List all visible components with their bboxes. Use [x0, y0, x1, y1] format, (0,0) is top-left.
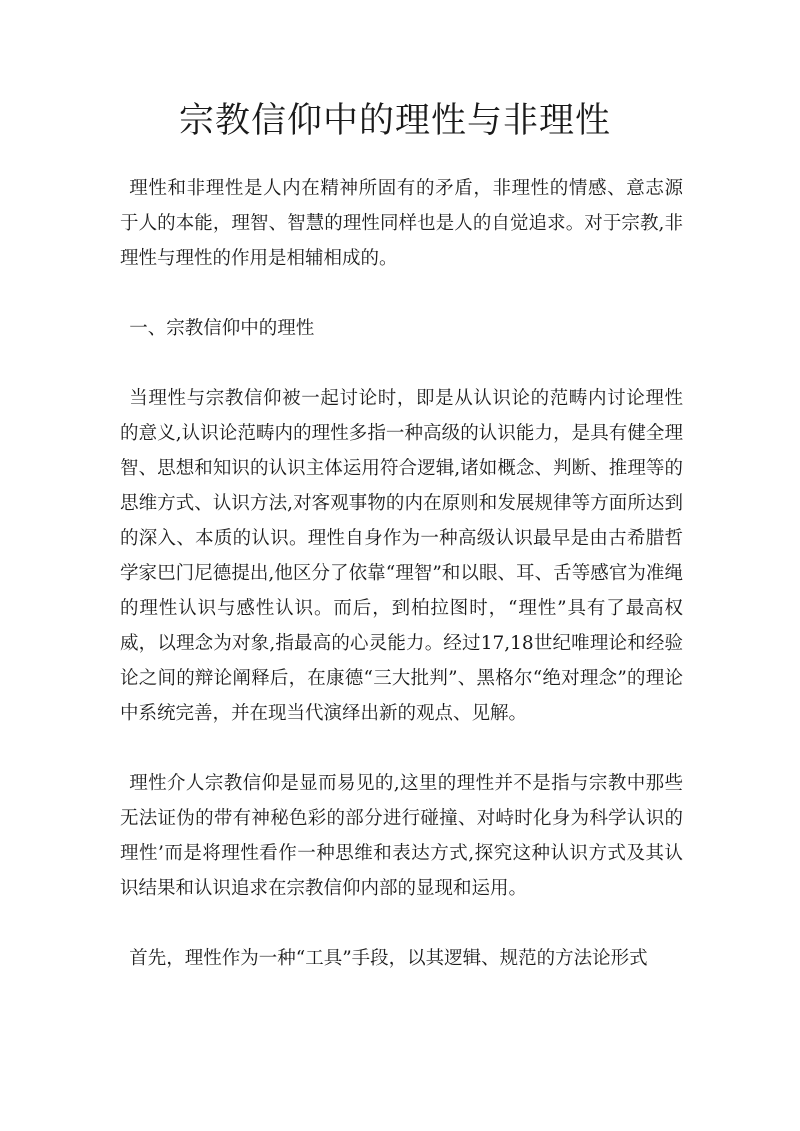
paragraph-spacer — [120, 346, 683, 381]
section-heading: 一、宗教信仰中的理性 — [129, 318, 315, 339]
paragraph-spacer — [120, 906, 683, 941]
document-title: 宗教信仰中的理性与非理性 — [178, 101, 611, 141]
paragraph-spacer — [120, 276, 683, 311]
document-body — [120, 171, 683, 976]
intro-paragraph: 理性和非理性是人内在精神所固有的矛盾，非理性的情感、意志源于人的本能，理智、智慧的理性同样也是人的自觉追求。对于宗教,非理性与理性的作用是相辅相成的。 — [120, 178, 683, 269]
body-paragraph-2: 理性介人宗教信仰是显而易见的,这里的理性并不是指与宗教中那些无法证伪的带有神秘色彩的部分进行碰撞、对峙时化身为科学认识的理性’而是将理性看作一种思维和表达方式,探究这种认识方式及其认识结果和认识追求在宗教信仰内部的显现和运用。 — [120, 773, 683, 899]
body-paragraph-3: 首先，理性作为一种“工具”手段，以其逻辑、规范的方法论形式 — [129, 948, 648, 969]
paragraph-spacer — [120, 731, 683, 766]
body-paragraph-1: 当理性与宗教信仰被一起讨论时，即是从认识论的范畴内讨论理性的意义,认识论范畴内的理性多指一种高级的认识能力，是具有健全理智、思想和知识的认识主体运用符合逻辑,诸如概念、判断、推理等的思维方式、认识方法,对客观事物的内在原则和发展规律等方面所达到的深入、本质的认识。理性自身作为一种高级认识最早是由古希腊哲学家巴门尼德提出,他区分了依靠“理智”和以眼、耳、舌等感官为准绳的理性认识与感性认识。而后，到柏拉图时，“理性”具有了最高权威，以理念为对象,指最高的心灵能力。经过17,18世纪唯理论和经验论之间的辩论阐释后，在康德“三大批判”、黑格尔“绝对理念”的理论中系统完善，并在现当代演绎出新的观点、见解。 — [120, 388, 683, 724]
